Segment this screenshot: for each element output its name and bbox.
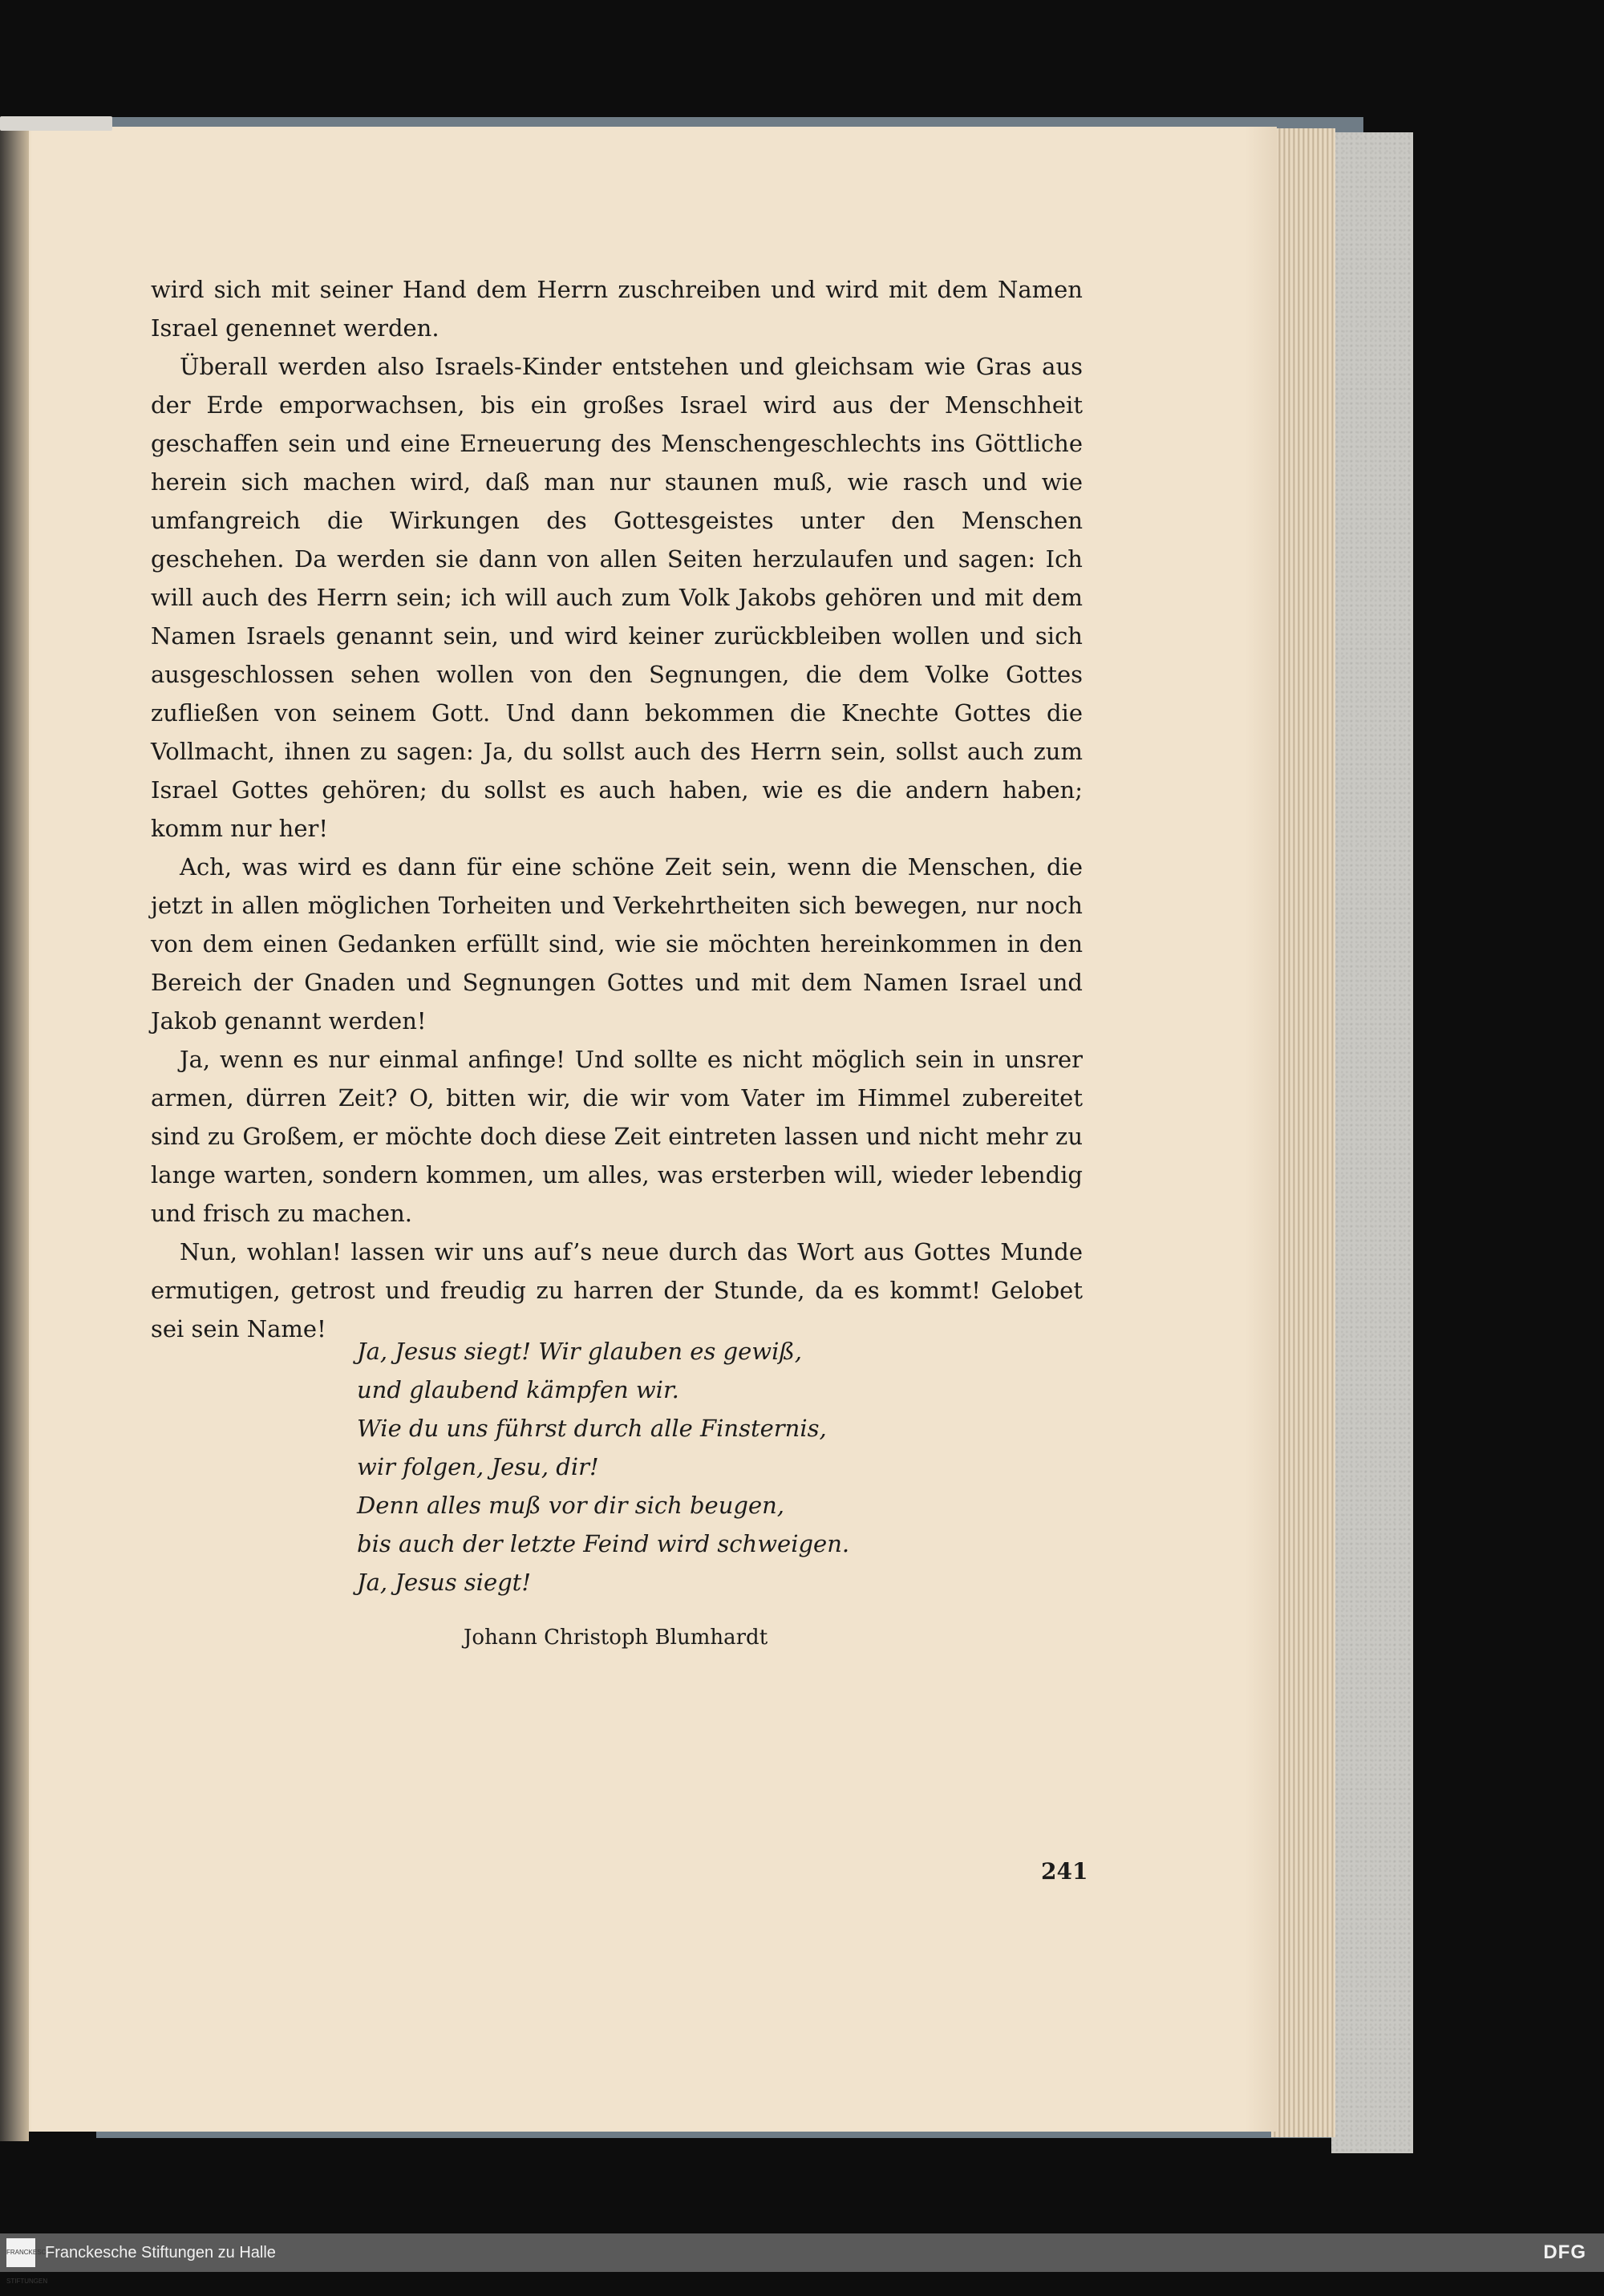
poem-line-4: wir folgen, Jesu, dir!	[357, 1453, 599, 1480]
paragraph-4: Ja, wenn es nur einmal anfinge! Und sollte es nicht möglich sein in unsrer armen, dürren Zeit? O, bitten wir, die wir vom Vater im Himmel zubereitet sind zu Großem, er möchte doch diese Zeit eintreten lassen und nicht mehr zu lange warten, sondern kommen, um alles, was ersterben will, wieder lebendig und frisch zu machen.	[151, 1046, 1083, 1227]
institution-name: Franckesche Stiftungen zu Halle	[45, 2244, 276, 2262]
poem-line-3: Wie du uns führst durch alle Finsternis,	[357, 1415, 827, 1442]
paragraph-2: Überall werden also Israels-Kinder entstehen und gleichsam wie Gras aus der Erde emporwachsen, bis ein großes Israel wird aus der Menschheit geschaffen sein und eine Erneuerung des Menschengeschlechts ins Göttliche herein sich machen wird, daß man nur staunen muß, wie rasch und wie umfangreich die Wirkungen des Gottesgeistes unter den Menschen geschehen. Da werden sie dann von allen Seiten herzulaufen und sagen: Ich will auch des Herrn sein; ich will auch zum Volk Jakobs gehören und mit dem Namen Israels genannt sein, und wird keiner zurückbleiben wollen und sich ausgeschlossen sehen wollen von den Segnungen, die dem Volke Gottes zufließen von seinem Gott. Und dann bekommen die Knechte Gottes die Vollmacht, ihnen zu sagen: Ja, du sollst auch des Herrn sein, sollst auch zum Israel Gottes gehören; du sollst es auch haben, wie es die andern haben; komm nur her!	[151, 353, 1083, 842]
poem-line-1: Ja, Jesus siegt! Wir glauben es gewiß,	[357, 1338, 802, 1365]
institution-logo-icon: FRANCKESCHE STIFTUNGEN	[6, 2238, 35, 2267]
paragraph-5: Nun, wohlan! lassen wir uns auf’s neue durch das Wort aus Gottes Munde ermutigen, getrost und freudig zu harren der Stunde, da es kommt! Gelobet sei sein Name!	[151, 1238, 1083, 1342]
bookmark-ribbon	[0, 116, 112, 131]
poem-line-6: bis auch der letzte Feind wird schweigen.	[357, 1530, 850, 1557]
poem-line-5: Denn alles muß vor dir sich beugen,	[357, 1492, 785, 1519]
author-name: Johann Christoph Blumhardt	[464, 1626, 768, 1650]
page-number: 241	[1041, 1858, 1088, 1885]
page-edges	[1271, 128, 1335, 2137]
footer-bar	[0, 2233, 1604, 2285]
book-binding	[0, 120, 29, 2141]
endpaper-leaf	[1331, 132, 1413, 2153]
dfg-logo: DFG	[1543, 2241, 1586, 2263]
paragraph-3: Ach, was wird es dann für eine schöne Zeit sein, wenn die Menschen, die jetzt in allen möglichen Torheiten und Verkehrtheiten sich bewegen, nur noch von dem einen Gedanken erfüllt sind, wie sie möchten hereinkommen in den Bereich der Gnaden und Segnungen Gottes und mit dem Namen Israel und Jakob genannt werden!	[151, 853, 1083, 1035]
poem-line-2: und glaubend kämpfen wir.	[357, 1376, 679, 1403]
poem	[357, 1332, 849, 1602]
body-text	[151, 270, 1083, 1348]
paragraph-1: wird sich mit seiner Hand dem Herrn zuschreiben und wird mit dem Namen Israel genennet werden.	[151, 276, 1083, 342]
poem-line-7: Ja, Jesus siegt!	[357, 1569, 531, 1596]
